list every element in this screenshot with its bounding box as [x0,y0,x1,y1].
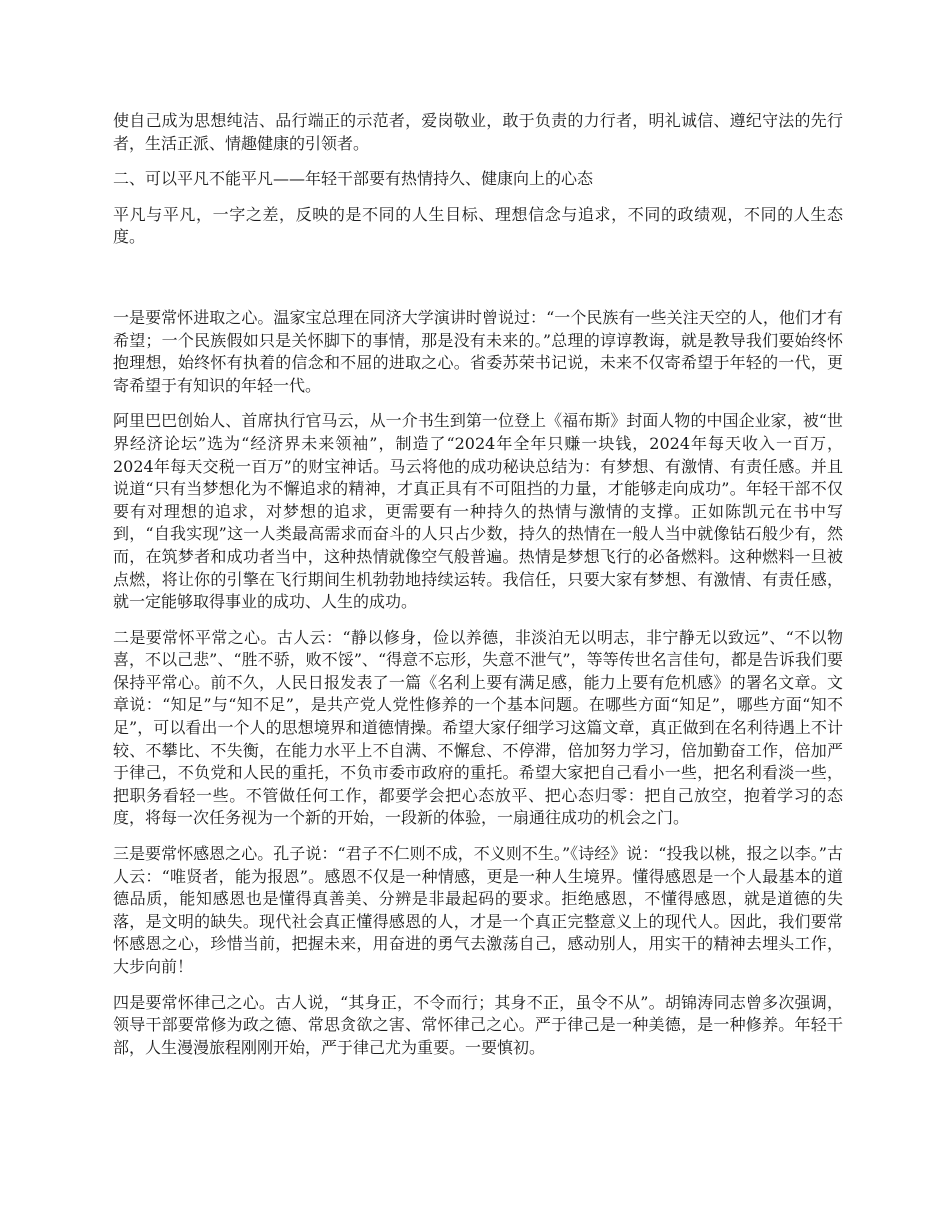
paragraph-mayun: 阿里巴巴创始人、首席执行官马云，从一介书生到第一位登上《福布斯》封面人物的中国企业家，被“世界经济论坛”选为“经济界未来领袖”，制造了“2024年全年只赚一块钱，2024年每天收入一百万，2024年每天交税一百万”的财宝神话。马云将他的成功秘诀总结为：有梦想、有激情、有责任感。并且说道“只有当梦想化为不懈追求的精神，才真正具有不可阻挡的力量，才能够走向成功”。年轻干部不仅要有对理想的追求，对梦想的追求，更需要有一种持久的热情与激情的支撑。正如陈凯元在书中写到，“自我实现”这一人类最高需求而奋斗的人只占少数，持久的热情在一般人当中就像钻石般少有，然而，在筑梦者和成功者当中，这种热情就像空气般普遍。热情是梦想飞行的必备燃料。这种燃料一旦被点燃，将让你的引擎在飞行期间生机勃勃地持续运转。我信任，只要大家有梦想、有激情、有责任感，就一定能够取得事业的成功、人生的成功。 [113,411,843,612]
section-heading: 二、可以平凡不能平凡——年轻干部要有热情持久、健康向上的心态 [113,169,594,189]
paragraph-ordinary: 平凡与平凡，一字之差，反映的是不同的人生目标、理想信念与追求，不同的政绩观，不同的人生态度。 [113,204,843,247]
document-body [113,110,843,1072]
paragraph-gratitude: 三是要常怀感恩之心。孔子说：“君子不仁则不成，不义则不生。”《诗经》说：“投我以桃，报之以李。”古人云：“唯贤者，能为报恩”。感恩不仅是一种情感，更是一种人生境界。懂得感恩是一个人最基本的道德品质，能知感恩也是懂得真善美、分辨是非最起码的要求。拒绝感恩，不懂得感恩，就是道德的失落，是文明的缺失。现代社会真正懂得感恩的人，才是一个真正完整意义上的现代人。因此，我们要常怀感恩之心，珍惜当前，把握未来，用奋进的勇气去激荡自己，感动别人，用实干的精神去埋头工作，大步向前！ [113,844,843,976]
paragraph-self-discipline: 四是要常怀律己之心。古人说，“其身正，不令而行；其身不正，虽令不从”。胡锦涛同志曾多次强调，领导干部要常修为政之德、常思贪欲之害、常怀律己之心。严于律己是一种美德，是一种修养。年轻干部，人生漫漫旅程刚刚开始，严于律己尤为重要。一要慎初。 [113,992,843,1057]
paragraph-ordinary-mind: 二是要常怀平常之心。古人云：“静以修身，俭以养德，非淡泊无以明志，非宁静无以致远”、“不以物喜，不以己悲”、“胜不骄，败不馁”、“得意不忘形，失意不泄气”，等等传世名言佳句，都是告诉我们要保持平常心。前不久，人民日报发表了一篇《名利上要有满足感，能力上要有危机感》的署名文章。文章说：“知足”与“知不足”，是共产党人党性修养的一个基本问题。在哪些方面“知足”，哪些方面“知不足”，可以看出一个人的思想境界和道德情操。希望大家仔细学习这篇文章，真正做到在名利待遇上不计较、不攀比、不失衡，在能力水平上不自满、不懈怠、不停滞，倍加努力学习，倍加勤奋工作，倍加严于律己，不负党和人民的重托，不负市委市政府的重托。希望大家把自己看小一些，把名利看淡一些，把职务看轻一些。不管做任何工作，都要学会把心态放平、把心态归零：把自己放空，抱着学习的态度，将每一次任务视为一个新的开始，一段新的体验，一扇通往成功的机会之门。 [113,627,843,828]
paragraph-enterprising: 一是要常怀进取之心。温家宝总理在同济大学演讲时曾说过：“一个民族有一些关注天空的人，他们才有希望；一个民族假如只是关怀脚下的事情，那是没有未来的。”总理的谆谆教诲，就是教导我们要始终怀抱理想，始终怀有执着的信念和不屈的进取之心。省委苏荣书记说，未来不仅寄希望于年轻的一代，更寄希望于有知识的年轻一代。 [113,307,843,395]
paragraph-gap [113,262,843,307]
paragraph-intro: 使自己成为思想纯洁、品行端正的示范者，爱岗敬业，敢于负责的力行者，明礼诚信、遵纪守法的先行者，生活正派、情趣健康的引领者。 [113,111,843,153]
